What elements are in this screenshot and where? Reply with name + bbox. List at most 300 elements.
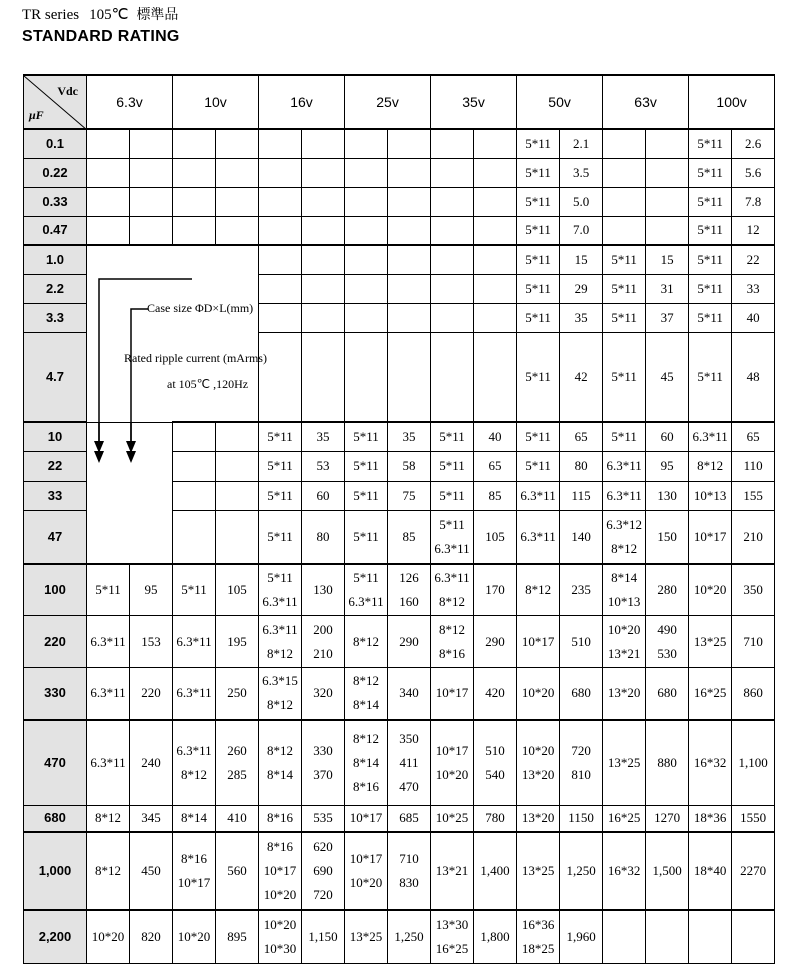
ripple-cell xyxy=(646,216,689,245)
case-size-text: 8*12 xyxy=(95,862,121,878)
case-size-cell xyxy=(603,806,646,832)
ripple-current-text: 535 xyxy=(313,810,333,826)
case-size-text: 16*25 xyxy=(693,685,727,701)
ripple-current-text: 340 xyxy=(399,685,419,701)
case-size-text: 8*12 xyxy=(439,621,466,637)
case-size-text: 5*11 xyxy=(525,222,551,238)
ripple-cell xyxy=(646,274,689,303)
ripple-current-text: 1,250 xyxy=(394,928,424,944)
case-size-text: 8*12 xyxy=(439,593,466,609)
ripple-current-text: 470 xyxy=(399,778,419,794)
case-size-cell xyxy=(259,511,302,564)
ripple-cell xyxy=(560,481,603,511)
ripple-current-text: 58 xyxy=(402,458,416,474)
ripple-cell xyxy=(388,511,431,564)
ripple-cell xyxy=(732,564,775,616)
case-size-text: 6.3*11 xyxy=(520,528,556,544)
case-size-cell xyxy=(345,720,388,806)
ripple-current-text: 85 xyxy=(402,528,416,544)
ripple-current-text: 12 xyxy=(746,222,760,238)
case-size-cell xyxy=(345,616,388,668)
case-size-text: 13*25 xyxy=(607,754,641,770)
case-size-cell xyxy=(689,332,732,422)
legend-area xyxy=(87,245,267,422)
table-row xyxy=(24,216,775,245)
case-size-text: 5*11 xyxy=(267,429,293,444)
case-size-cell xyxy=(345,806,388,832)
case-size-cell xyxy=(259,616,302,668)
ripple-current-text: 280 xyxy=(657,581,677,597)
case-size-cell xyxy=(259,481,302,511)
case-size-cell xyxy=(345,832,388,910)
ripple-current-text: 40 xyxy=(488,429,502,444)
table-row xyxy=(24,158,775,187)
case-size-cell xyxy=(345,910,388,964)
case-size-cell xyxy=(259,158,302,187)
voltage-header: 10v xyxy=(173,75,259,129)
ripple-cell xyxy=(474,806,517,832)
voltage-header: 25v xyxy=(345,75,431,129)
case-size-text: 5*11 xyxy=(95,581,121,597)
case-size-text: 5*11 xyxy=(697,164,723,180)
case-size-text: 6.3*11 xyxy=(176,633,212,649)
series-name: TR series xyxy=(22,7,80,23)
ripple-current-text: 126 xyxy=(399,569,419,585)
ripple-cell xyxy=(646,481,689,511)
case-size-text: 6.3*11 xyxy=(520,487,556,503)
ripple-cell xyxy=(646,806,689,832)
ripple-current-text: 1,100 xyxy=(738,754,768,770)
case-size-text: 5*11 xyxy=(353,429,379,444)
ripple-current-text: 195 xyxy=(227,633,247,649)
ripple-cell xyxy=(732,129,775,158)
case-size-text: 13*20 xyxy=(521,766,555,782)
case-size-cell xyxy=(517,245,560,274)
ripple-cell xyxy=(130,216,173,245)
case-size-cell xyxy=(517,274,560,303)
ripple-current-text: 150 xyxy=(657,528,677,544)
ripple-cell xyxy=(732,616,775,668)
ripple-current-text: 490 xyxy=(657,621,677,637)
case-size-cell xyxy=(259,564,302,616)
ripple-cell xyxy=(474,832,517,910)
case-size-text: 5*11 xyxy=(525,135,551,151)
case-size-text: 5*11 xyxy=(611,429,637,444)
case-size-cell xyxy=(517,481,560,511)
ripple-cell xyxy=(302,332,345,422)
case-size-text: 8*12 xyxy=(267,697,294,713)
case-size-cell xyxy=(517,668,560,720)
case-size-text: 5*11 xyxy=(697,280,723,296)
case-size-cell xyxy=(431,158,474,187)
case-size-cell xyxy=(173,187,216,216)
case-size-text: 6.3*11 xyxy=(606,458,642,474)
case-size-cell xyxy=(517,303,560,332)
ripple-current-text: 45 xyxy=(660,368,674,384)
case-size-text: 18*36 xyxy=(693,810,727,826)
ripple-cell xyxy=(388,806,431,832)
ripple-cell xyxy=(302,158,345,187)
table-corner xyxy=(24,75,87,129)
ripple-cell xyxy=(388,422,431,452)
table-row xyxy=(24,564,775,616)
case-size-text: 13*25 xyxy=(349,928,383,944)
case-size-cell xyxy=(173,129,216,158)
case-size-text: 5*11 xyxy=(267,569,293,585)
ripple-current-text: 1,150 xyxy=(308,928,338,944)
ripple-current-text: 53 xyxy=(316,458,330,474)
case-size-text: 10*20 xyxy=(263,916,297,932)
ripple-current-text: 560 xyxy=(227,862,247,878)
ripple-cell xyxy=(388,481,431,511)
case-size-cell xyxy=(87,910,130,964)
ripple-cell xyxy=(216,452,259,482)
ripple-cell xyxy=(388,129,431,158)
ripple-cell xyxy=(474,332,517,422)
ripple-current-text: 2.6 xyxy=(744,135,762,151)
case-size-cell xyxy=(173,216,216,245)
case-size-text: 6.3*11 xyxy=(176,685,212,701)
case-size-cell xyxy=(87,616,130,668)
ripple-current-text: 220 xyxy=(141,685,161,701)
case-size-text: 8*16 xyxy=(353,778,380,794)
table-row xyxy=(24,616,775,668)
case-size-cell xyxy=(689,616,732,668)
ripple-cell xyxy=(732,806,775,832)
case-size-cell xyxy=(87,806,130,832)
table-row xyxy=(24,832,775,910)
ripple-current-text: 450 xyxy=(141,862,161,878)
case-size-text: 5*11 xyxy=(525,429,551,444)
case-size-cell xyxy=(431,422,474,452)
table-row xyxy=(24,910,775,964)
case-size-cell xyxy=(689,158,732,187)
case-size-text: 6.3*12 xyxy=(606,516,642,532)
ripple-cell xyxy=(646,910,689,964)
ripple-cell xyxy=(646,187,689,216)
ripple-current-text: 860 xyxy=(743,685,763,701)
ripple-current-text: 200 xyxy=(313,621,333,637)
case-size-text: 10*20 xyxy=(693,581,727,597)
case-size-cell xyxy=(603,910,646,964)
case-size-cell xyxy=(87,129,130,158)
case-size-text: 5*11 xyxy=(525,251,551,267)
ripple-cell xyxy=(732,216,775,245)
ripple-current-text: 42 xyxy=(574,368,588,384)
case-size-cell xyxy=(87,832,130,910)
ripple-cell xyxy=(646,616,689,668)
case-size-cell xyxy=(517,452,560,482)
case-size-cell xyxy=(345,158,388,187)
case-size-cell xyxy=(517,720,560,806)
ripple-cell xyxy=(130,158,173,187)
case-size-cell xyxy=(517,806,560,832)
ripple-cell xyxy=(216,720,259,806)
capacitance-cell: 100 xyxy=(24,564,87,616)
case-size-cell xyxy=(259,245,302,274)
ripple-cell xyxy=(560,806,603,832)
ripple-current-text: 350 xyxy=(743,581,763,597)
capacitance-cell: 1,000 xyxy=(24,832,87,910)
case-size-cell xyxy=(259,422,302,452)
case-size-cell xyxy=(345,422,388,452)
case-size-cell xyxy=(603,274,646,303)
ripple-current-text: 1150 xyxy=(568,810,594,826)
capacitance-cell: 680 xyxy=(24,806,87,832)
ripple-cell xyxy=(560,245,603,274)
ripple-current-text: 540 xyxy=(485,766,505,782)
ripple-cell xyxy=(560,616,603,668)
case-size-text: 5*11 xyxy=(525,193,551,209)
ripple-current-text: 85 xyxy=(488,487,502,503)
ripple-current-text: 2270 xyxy=(740,862,767,878)
case-size-cell xyxy=(259,668,302,720)
case-size-cell xyxy=(603,129,646,158)
case-size-text: 8*16 xyxy=(267,838,294,854)
case-size-cell xyxy=(603,158,646,187)
ripple-cell xyxy=(474,511,517,564)
case-size-cell xyxy=(345,129,388,158)
ripple-cell xyxy=(646,564,689,616)
case-size-cell xyxy=(259,832,302,910)
case-size-cell xyxy=(517,832,560,910)
capacitance-cell: 470 xyxy=(24,720,87,806)
case-size-cell xyxy=(603,564,646,616)
ripple-cell xyxy=(732,274,775,303)
ripple-current-text: 680 xyxy=(571,685,591,701)
ripple-cell xyxy=(732,481,775,511)
legend-case-size: Case size ΦD×L(mm) xyxy=(147,301,254,315)
case-size-text: 13*20 xyxy=(607,685,641,701)
ripple-current-text: 345 xyxy=(141,810,161,826)
case-size-text: 5*11 xyxy=(611,368,637,384)
ripple-cell xyxy=(560,274,603,303)
case-size-text: 8*12 xyxy=(267,645,294,661)
ripple-current-text: 210 xyxy=(313,645,333,661)
capacitance-cell: 220 xyxy=(24,616,87,668)
ripple-cell xyxy=(560,422,603,452)
ripple-current-text: 1270 xyxy=(654,810,681,826)
case-size-cell xyxy=(173,668,216,720)
case-size-text: 13*21 xyxy=(607,645,641,661)
case-size-cell xyxy=(689,832,732,910)
ripple-cell xyxy=(732,187,775,216)
case-size-text: 13*25 xyxy=(693,633,727,649)
case-size-text: 10*17 xyxy=(177,874,211,890)
case-size-text: 5*11 xyxy=(353,458,379,474)
voltage-header: 6.3v xyxy=(87,75,173,129)
case-size-text: 10*13 xyxy=(607,593,641,609)
case-size-cell xyxy=(603,511,646,564)
case-size-cell xyxy=(345,452,388,482)
ripple-current-text: 1,960 xyxy=(566,928,596,944)
case-size-text: 10*20 xyxy=(263,886,297,902)
ripple-cell xyxy=(646,422,689,452)
ripple-current-text: 160 xyxy=(399,593,419,609)
ripple-current-text: 210 xyxy=(743,528,763,544)
ripple-cell xyxy=(216,129,259,158)
case-size-text: 13*20 xyxy=(521,810,555,826)
ripple-cell xyxy=(302,806,345,832)
ripple-cell xyxy=(560,668,603,720)
capacitance-cell: 3.3 xyxy=(24,303,87,332)
case-size-text: 6.3*11 xyxy=(606,487,642,503)
ripple-current-text: 1,400 xyxy=(480,862,510,878)
legend-ripple: Rated ripple current (mArms) xyxy=(124,351,267,365)
ripple-cell xyxy=(560,910,603,964)
case-size-cell xyxy=(517,616,560,668)
ripple-current-text: 1,250 xyxy=(566,862,596,878)
case-size-cell xyxy=(431,452,474,482)
ripple-cell xyxy=(388,158,431,187)
ripple-cell xyxy=(302,668,345,720)
case-size-cell xyxy=(689,806,732,832)
capacitance-cell: 22 xyxy=(24,452,87,482)
ripple-cell xyxy=(216,564,259,616)
case-size-cell xyxy=(431,832,474,910)
ripple-current-text: 880 xyxy=(657,754,677,770)
ripple-current-text: 5.6 xyxy=(744,164,762,180)
case-size-text: 10*25 xyxy=(435,810,469,826)
ripple-current-text: 780 xyxy=(485,810,505,826)
case-size-text: 8*14 xyxy=(353,697,380,713)
ripple-cell xyxy=(216,616,259,668)
ripple-cell xyxy=(732,511,775,564)
ripple-cell xyxy=(302,187,345,216)
ripple-cell xyxy=(474,187,517,216)
case-size-cell xyxy=(603,481,646,511)
case-size-cell xyxy=(173,564,216,616)
case-size-text: 6.3*11 xyxy=(262,593,298,609)
case-size-cell xyxy=(517,129,560,158)
case-size-text: 8*12 xyxy=(353,673,380,689)
case-size-cell xyxy=(517,422,560,452)
ripple-cell xyxy=(130,720,173,806)
case-size-text: 5*11 xyxy=(353,569,379,585)
page-title: STANDARD RATING xyxy=(22,28,180,45)
ripple-cell xyxy=(560,303,603,332)
case-size-cell xyxy=(87,216,130,245)
ripple-cell xyxy=(732,720,775,806)
case-size-text: 5*11 xyxy=(181,581,207,597)
series-title xyxy=(22,4,178,24)
case-size-cell xyxy=(689,720,732,806)
case-size-text: 16*25 xyxy=(607,810,641,826)
ripple-cell xyxy=(130,832,173,910)
case-size-text: 13*21 xyxy=(435,862,469,878)
ripple-cell xyxy=(130,668,173,720)
case-size-text: 5*11 xyxy=(525,309,551,325)
case-size-text: 8*12 xyxy=(95,810,121,826)
case-size-cell xyxy=(87,187,130,216)
table-row xyxy=(24,129,775,158)
capacitance-cell: 2.2 xyxy=(24,274,87,303)
ripple-current-text: 290 xyxy=(399,633,419,649)
case-size-text: 5*11 xyxy=(267,528,293,544)
case-size-cell xyxy=(431,481,474,511)
case-size-cell xyxy=(603,720,646,806)
case-size-cell xyxy=(345,303,388,332)
case-size-cell xyxy=(431,511,474,564)
capacitance-cell: 0.1 xyxy=(24,129,87,158)
case-size-cell xyxy=(259,910,302,964)
ripple-cell xyxy=(732,332,775,422)
ripple-current-text: 250 xyxy=(227,685,247,701)
ripple-current-text: 60 xyxy=(316,487,330,503)
ripple-cell xyxy=(388,274,431,303)
ripple-cell xyxy=(474,910,517,964)
case-size-text: 5*11 xyxy=(611,280,637,296)
ripple-current-text: 620 xyxy=(313,838,333,854)
case-size-text: 5*11 xyxy=(267,487,293,503)
ripple-current-text: 65 xyxy=(746,429,760,444)
ripple-cell xyxy=(560,216,603,245)
ripple-current-text: 285 xyxy=(227,766,247,782)
ripple-current-text: 290 xyxy=(485,633,505,649)
ripple-cell xyxy=(216,187,259,216)
case-size-text: 5*11 xyxy=(353,528,379,544)
ripple-cell xyxy=(302,129,345,158)
ripple-cell xyxy=(388,564,431,616)
ripple-cell xyxy=(474,216,517,245)
case-size-cell xyxy=(517,332,560,422)
case-size-cell xyxy=(689,303,732,332)
case-size-text: 5*11 xyxy=(525,458,551,474)
case-size-cell xyxy=(517,158,560,187)
ripple-current-text: 690 xyxy=(313,862,333,878)
case-size-text: 5*11 xyxy=(439,487,465,503)
ripple-current-text: 320 xyxy=(313,685,333,701)
case-size-cell xyxy=(87,564,130,616)
case-size-cell xyxy=(259,806,302,832)
case-size-cell xyxy=(173,910,216,964)
ripple-cell xyxy=(216,216,259,245)
ripple-cell xyxy=(216,832,259,910)
voltage-header: 63v xyxy=(603,75,689,129)
ripple-current-text: 1,800 xyxy=(480,928,510,944)
case-size-text: 5*11 xyxy=(697,135,723,151)
ripple-cell xyxy=(560,129,603,158)
case-size-text: 16*36 xyxy=(521,916,555,932)
voltage-header: 35v xyxy=(431,75,517,129)
case-size-text: 10*17 xyxy=(435,742,469,758)
case-size-cell xyxy=(431,910,474,964)
ripple-cell xyxy=(474,245,517,274)
ripple-cell xyxy=(474,129,517,158)
case-size-cell xyxy=(259,303,302,332)
case-size-cell xyxy=(173,806,216,832)
case-size-cell xyxy=(345,274,388,303)
case-size-text: 8*16 xyxy=(267,810,294,826)
case-size-cell xyxy=(431,806,474,832)
table-row xyxy=(24,245,775,274)
ripple-current-text: 130 xyxy=(313,581,333,597)
ripple-current-text: 35 xyxy=(402,429,416,444)
ripple-current-text: 80 xyxy=(316,528,330,544)
ripple-current-text: 80 xyxy=(574,458,588,474)
ripple-cell xyxy=(130,806,173,832)
ripple-cell xyxy=(388,668,431,720)
ripple-current-text: 15 xyxy=(660,251,674,267)
case-size-cell xyxy=(431,332,474,422)
ripple-cell xyxy=(474,720,517,806)
ripple-current-text: 33 xyxy=(746,280,760,296)
case-size-text: 6.3*11 xyxy=(692,429,728,444)
case-size-text: 6.3*11 xyxy=(90,754,126,770)
ripple-cell xyxy=(646,303,689,332)
table-row xyxy=(24,187,775,216)
ripple-current-text: 110 xyxy=(743,458,763,474)
